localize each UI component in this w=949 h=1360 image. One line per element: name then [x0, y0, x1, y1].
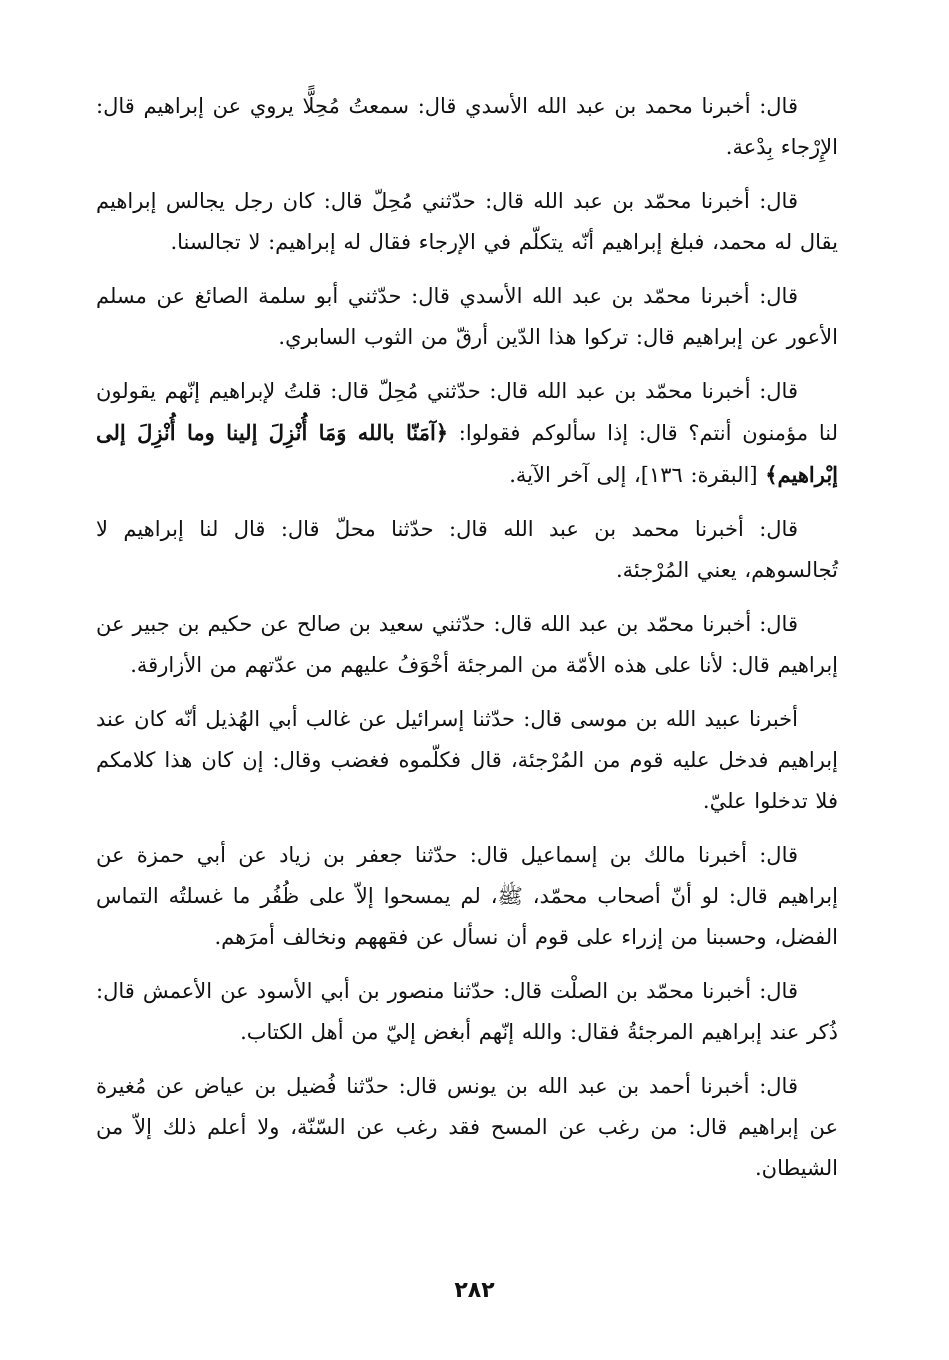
paragraph-10: قال: أخبرنا أحمد بن عبد الله بن يونس قال: حدّثنا فُضيل بن عياض عن مُغيرة عن إبراهيم قال: من رغب عن المسح فقد رغب عن السّنّة، ولا أعلم ذلك إلاّ من الشيطان.	[96, 1074, 838, 1180]
quran-quote: ﴿آمَنّا بالله وَمَا أُنْزِلَ إلينا وما أُنْزِلَ إلى إبْراهيم﴾	[96, 420, 838, 487]
page-body	[96, 86, 838, 1202]
paragraph-7: أخبرنا عبيد الله بن موسى قال: حدّثنا إسرائيل عن غالب أبي الهُذيل أنّه كان عند إبراهيم فدخل عليه قوم من المُرْجئة، قال فكلّموه فغضب وقال: إن كان هذا كلامكم فلا تدخلوا عليّ.	[96, 707, 838, 813]
paragraph-6: قال: أخبرنا محمّد بن عبد الله قال: حدّثني سعيد بن صالح عن حكيم بن جبير عن إبراهيم قال: لأنا على هذه الأمّة من المرجئة أخْوَفُ عليهم من عدّتهم من الأزارقة.	[96, 612, 838, 677]
paragraph-5: قال: أخبرنا محمد بن عبد الله قال: حدّثنا محلّ قال: قال لنا إبراهيم لا تُجالسوهم، يعني المُرْجئة.	[96, 517, 838, 582]
paragraph-9: قال: أخبرنا محمّد بن الصلْت قال: حدّثنا منصور بن أبي الأسود عن الأعمش قال: ذُكر عند إبراهيم المرجئةُ فقال: والله إنّهم أبغض إليّ من أهل الكتاب.	[96, 979, 838, 1044]
paragraph-1: قال: أخبرنا محمد بن عبد الله الأسدي قال: سمعتُ مُحِلًّا يروي عن إبراهيم قال: الإِرْجاء بِدْعة.	[96, 94, 838, 159]
paragraph-8: قال: أخبرنا مالك بن إسماعيل قال: حدّثنا جعفر بن زياد عن أبي حمزة عن إبراهيم قال: لو أنّ أصحاب محمّد، ﷺ، لم يمسحوا إلاّ على ظُفُر ما غسلتُه التماس الفضل، وحسبنا من إزراء على قوم أن نسأل عن فقههم ونخالف أمرَهم.	[96, 843, 838, 949]
page-number: ٢٨٢	[454, 1278, 495, 1303]
paragraph-2: قال: أخبرنا محمّد بن عبد الله قال: حدّثني مُحِلّ قال: كان رجل يجالس إبراهيم يقال له محمد، فبلغ إبراهيم أنّه يتكلّم في الإرجاء فقال له إبراهيم: لا تجالسنا.	[96, 189, 838, 254]
paragraph-4-text-before: قال: أخبرنا محمّد بن عبد الله قال: حدّثني مُحِلّ قال: قلتُ لإبراهيم إنّهم يقولون لنا مؤمنون أنتم؟ قال: إذا سألوكم فقولوا:	[96, 379, 838, 445]
paragraph-4	[96, 371, 838, 496]
paragraph-4-text-after: [البقرة: ١٣٦]، إلى آخر الآية.	[509, 463, 766, 487]
paragraph-3: قال: أخبرنا محمّد بن عبد الله الأسدي قال: حدّثني أبو سلمة الصائغ عن مسلم الأعور عن إبراهيم قال: تركوا هذا الدّين أرقّ من الثوب السابري.	[96, 284, 838, 349]
